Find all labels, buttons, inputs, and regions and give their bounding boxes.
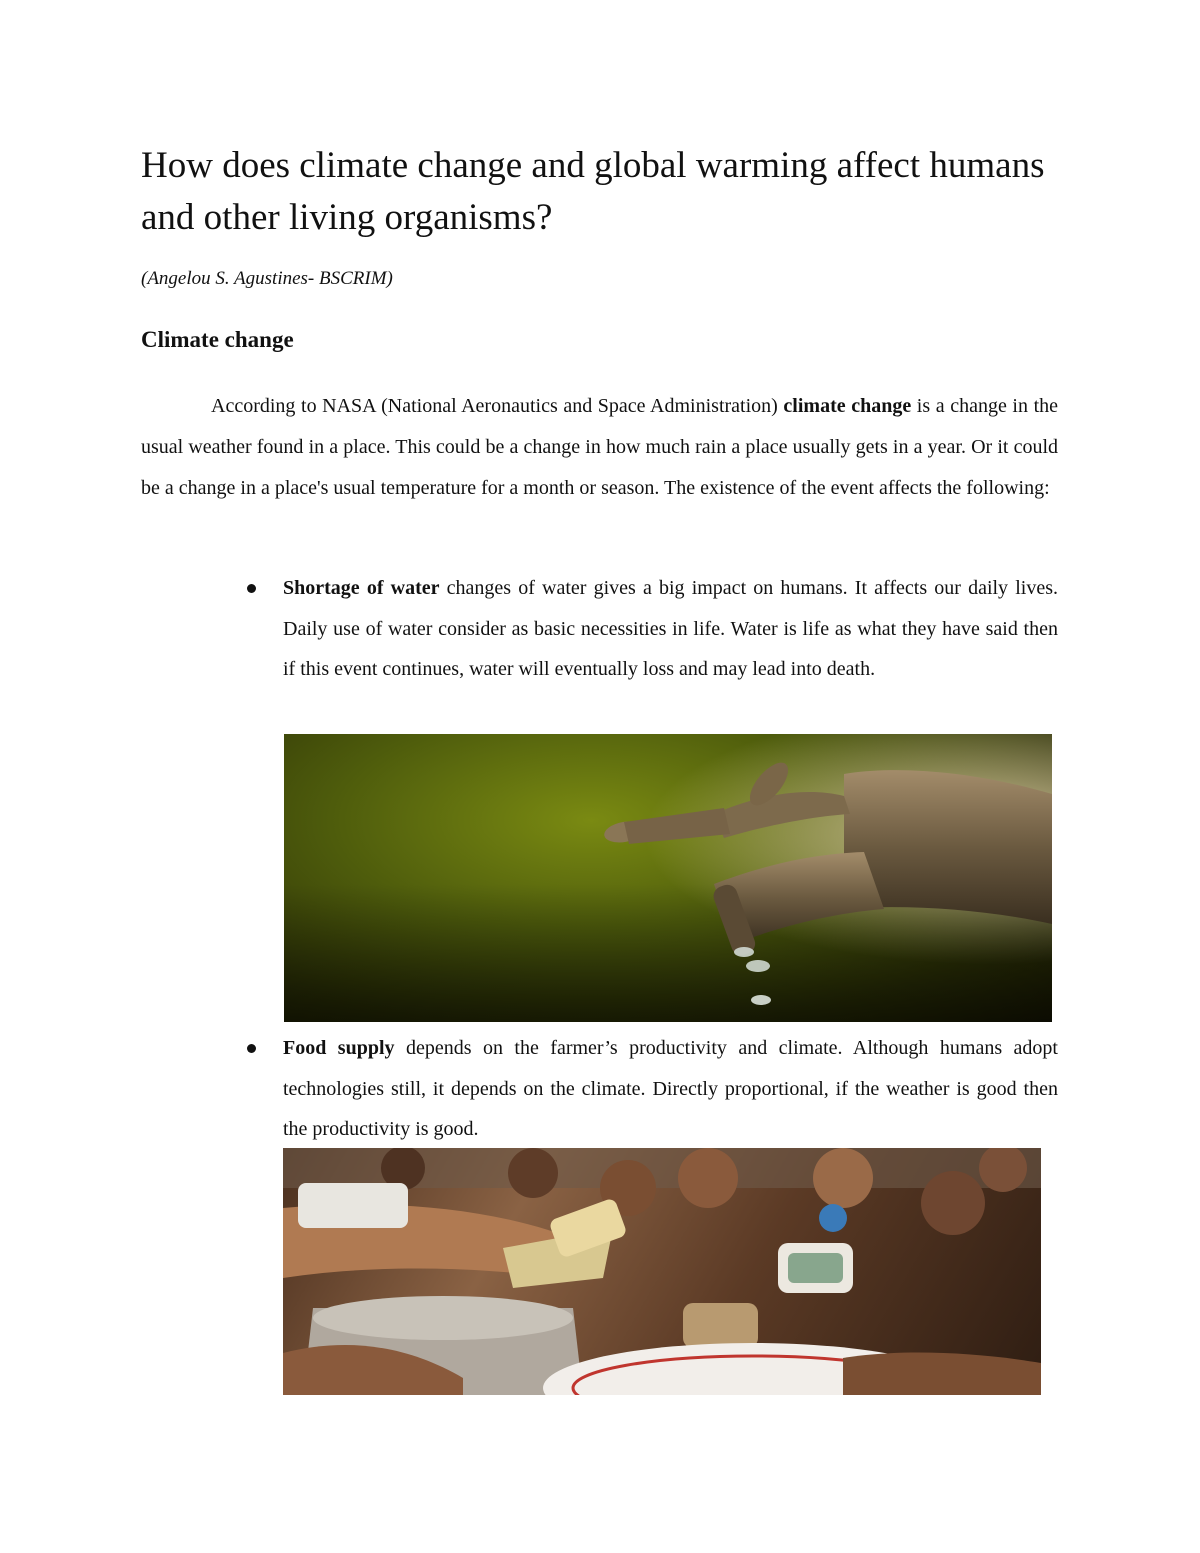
intro-paragraph (141, 386, 1058, 509)
bullet-text: depends on the farmer’s productivity and climate. Although humans adopt technologies still, it depends on the climate. Directly proportional, if the weather is good then the productivity is good. (283, 1037, 1058, 1140)
intro-text-start: According to NASA (National Aeronautics and Space Administration) (211, 395, 784, 417)
bullet-icon (247, 1044, 256, 1053)
food-line-crowd-photo (283, 1148, 1041, 1395)
bullet-item-water (283, 568, 1058, 690)
section-heading: Climate change (141, 327, 294, 352)
intro-bold-term: climate change (783, 395, 912, 417)
bullet-item-food (283, 1028, 1058, 1150)
intro-text-end: is a change in the usual weather found in a place. This could be a change in how much rain a place usually gets in a year. Or it could be a change in a place's usual temperature for a month or season. The existence of the event affects the following: (141, 395, 1059, 499)
bullet-icon (247, 584, 256, 593)
bullet-bold-term: Food supply (283, 1037, 395, 1059)
bullet-text: changes of water gives a big impact on humans. It affects our daily lives. Daily use of water consider as basic necessities in life. Water is life as what they have said then if this event continues, water will eventually loss and may lead into death. (283, 577, 1058, 680)
author-line: (Angelou S. Agustines- BSCRIM) (141, 268, 393, 289)
bullet-bold-term: Shortage of water (283, 577, 440, 599)
dripping-faucet-photo (284, 734, 1052, 1022)
document-title: How does climate change and global warming affect humans and other living organisms? (141, 145, 1045, 238)
